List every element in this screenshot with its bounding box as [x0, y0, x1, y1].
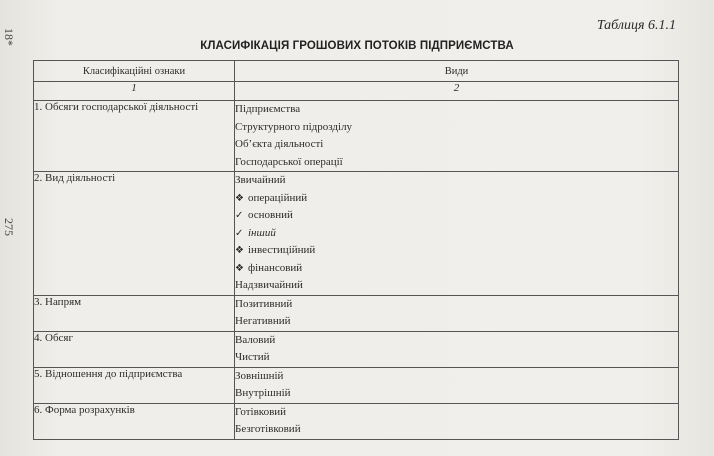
column-number-2: 2	[235, 82, 679, 101]
type-item	[235, 225, 678, 243]
diamond-bullet-icon: ❖	[235, 192, 244, 204]
classification-sign: 4. Обсяг	[34, 331, 235, 367]
table-row	[34, 331, 679, 367]
table-title: КЛАСИФІКАЦІЯ ГРОШОВИХ ПОТОКІВ ПІДПРИЄМСТВА	[200, 40, 514, 52]
type-item-label: Надзвичайний	[235, 279, 303, 291]
type-item-label: Господарської операції	[235, 155, 343, 168]
diamond-bullet-icon: ❖	[235, 262, 244, 274]
types-cell	[235, 172, 679, 296]
checkmark-icon: ✓	[235, 210, 244, 221]
type-item	[235, 154, 678, 172]
type-item-label: Внутрішній	[235, 387, 291, 399]
type-item	[235, 277, 678, 295]
type-item	[235, 172, 678, 190]
type-item	[235, 421, 678, 439]
type-item-label: Чистий	[235, 351, 270, 363]
classification-sign: 6. Форма розрахунків	[34, 403, 235, 439]
type-item-label: Позитивний	[235, 297, 293, 310]
column-number-1: 1	[34, 82, 235, 101]
type-item	[235, 207, 678, 225]
classification-sign: 5. Відношення до підприємства	[34, 367, 235, 403]
type-item	[235, 368, 678, 386]
classification-table	[33, 60, 679, 440]
type-item-label: Звичайний	[235, 174, 286, 186]
table-reference: Таблиця 6.1.1	[596, 18, 676, 33]
header-classification-signs: Класифікаційні ознаки	[34, 61, 235, 82]
type-item-label: Об’єкта діяльності	[235, 138, 324, 150]
classification-sign: 2. Вид діяльності	[34, 172, 235, 296]
header-types: Види	[235, 61, 679, 82]
type-item-label: операційний	[248, 191, 308, 204]
classification-sign: 3. Напрям	[34, 295, 235, 331]
types-cell	[235, 367, 679, 403]
checkmark-icon: ✓	[235, 227, 244, 239]
type-item	[235, 313, 678, 331]
page-side-number-top: 18*	[2, 28, 16, 46]
type-item	[235, 385, 678, 403]
types-cell	[235, 403, 679, 439]
type-item	[235, 136, 678, 154]
type-item	[235, 296, 678, 314]
table-row	[34, 367, 679, 403]
type-item-label: Підприємства	[235, 103, 301, 115]
type-item	[235, 101, 678, 119]
type-item-label: Безготівковий	[235, 423, 301, 435]
type-item-label: інвестиційний	[248, 244, 316, 256]
type-item-label: Структурного підрозділу	[235, 120, 353, 133]
type-item	[235, 190, 678, 208]
type-item-label: Валовий	[235, 333, 276, 346]
type-item-label: Готівковий	[235, 405, 287, 418]
type-item-label: інший	[248, 226, 276, 239]
page-side-number-middle: 275	[2, 218, 16, 236]
table-row	[34, 403, 679, 439]
type-item	[235, 349, 678, 367]
table-row	[34, 101, 679, 172]
type-item-label: Зовнішній	[235, 369, 284, 382]
types-cell	[235, 331, 679, 367]
type-item	[235, 119, 678, 137]
classification-sign: 1. Обсяги господарської діяльності	[34, 101, 235, 172]
type-item	[235, 242, 678, 260]
table-row	[34, 295, 679, 331]
type-item	[235, 260, 678, 278]
type-item	[235, 332, 678, 350]
diamond-bullet-icon: ❖	[235, 245, 244, 256]
type-item-label: Негативний	[235, 315, 291, 327]
types-cell	[235, 295, 679, 331]
type-item-label: основний	[248, 209, 293, 221]
type-item	[235, 404, 678, 422]
type-item-label: фінансовий	[248, 261, 303, 274]
table-row	[34, 172, 679, 296]
types-cell	[235, 101, 679, 172]
